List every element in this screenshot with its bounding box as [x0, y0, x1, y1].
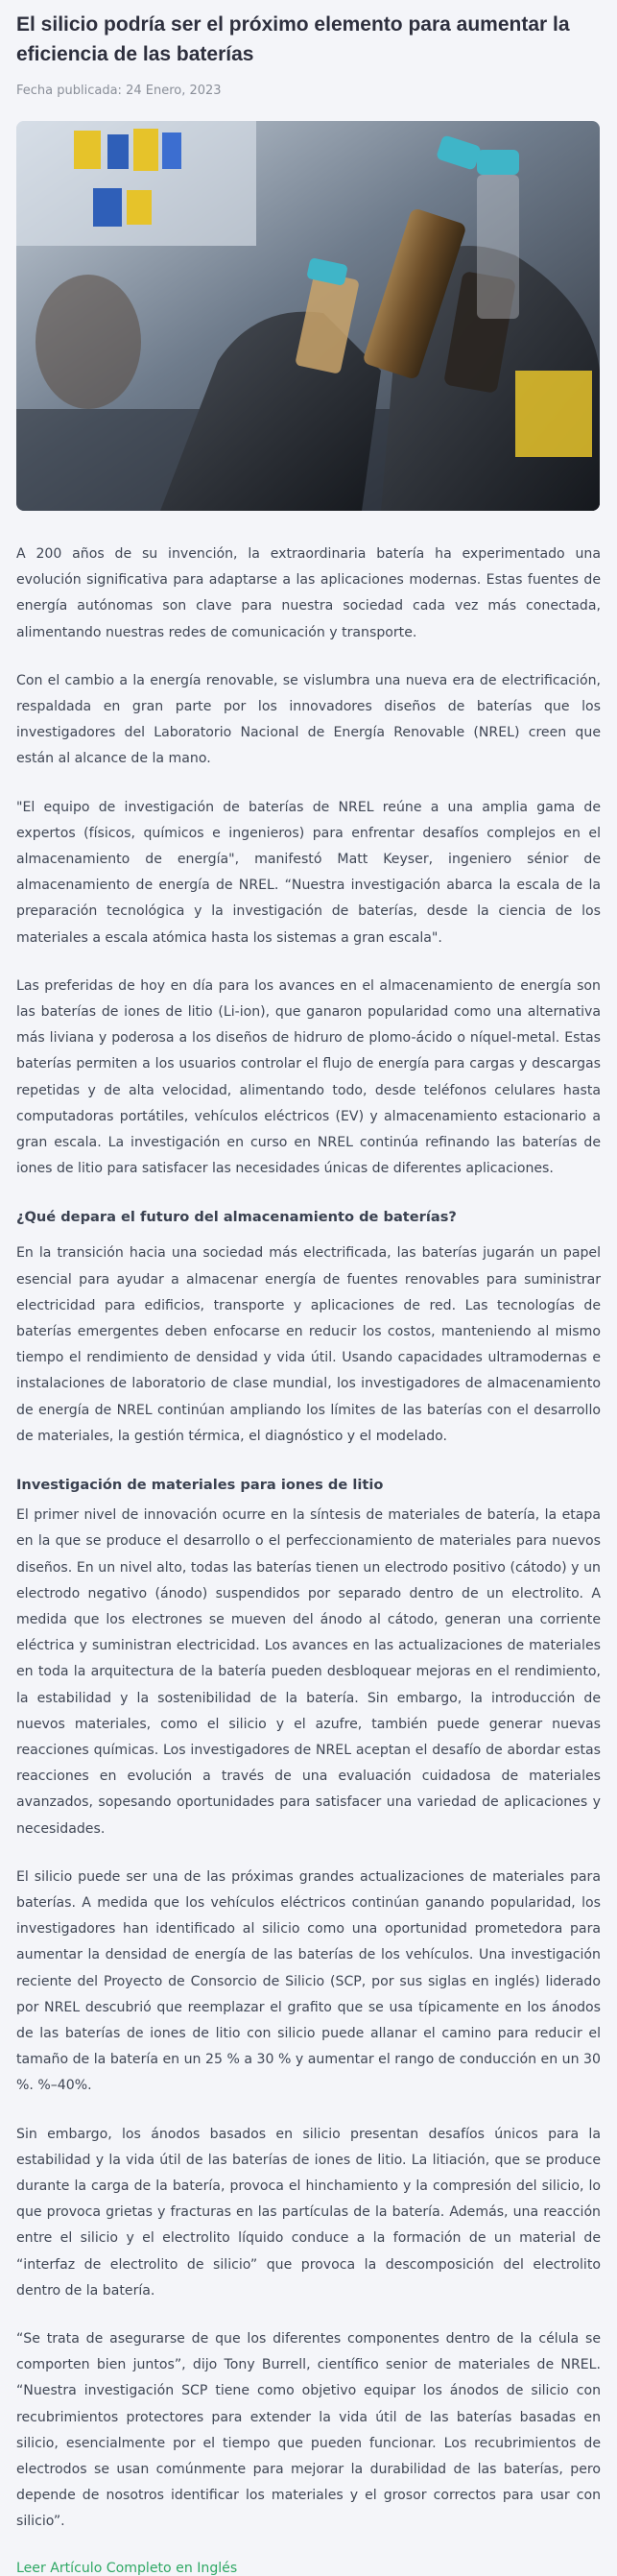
paragraph: “Se trata de asegurarse de que los diferentes componentes dentro de la célula se comporten bien juntos”, dijo Tony Burrell, científico senior de materiales de NREL. “Nuestra investigación SCP tiene como objetivo equipar los ánodos de silicio con recubrimientos protectores para extender la vida útil de las baterías basadas en silicio, esencialmente por el tiempo que pueden funcionar. Los recubrimientos de electrodos se usan comúnmente para mejorar la durabilidad de las baterías, pero depende de nosotros identificar los materiales y el grosor correctos para usar con silicio”.: [16, 2330, 601, 2530]
section-heading: Investigación de materiales para iones de litio: [16, 1477, 384, 1494]
read-full-article-link[interactable]: Leer Artículo Completo en Inglés: [16, 2560, 238, 2576]
paragraph: "El equipo de investigación de baterías de NREL reúne a una amplia gama de expertos (físicos, químicos e ingenieros) para enfrentar desafíos complejos en el almacenamiento de energía", manifestó Matt Keyser, ingeniero sénior de almacenamiento de energía de NREL. “Nuestra investigación abarca la escala de la preparación tecnológica y la investigación de baterías, desde la ciencia de los materiales a escala atómica hasta los sistemas a gran escala".: [16, 799, 601, 946]
paragraph: El silicio puede ser una de las próximas grandes actualizaciones de materiales para baterías. A medida que los vehículos eléctricos continúan ganando popularidad, los investigadores han identificado al silicio como una oportunidad prometedora para aumentar la densidad de energía de las baterías de los vehículos. Una investigación reciente del Proyecto de Consorcio de Silicio (SCP, por sus siglas en inglés) liderado por NREL descubrió que reemplazar el grafito que se usa típicamente en los ánodos de las baterías de iones de litio con silicio puede allanar el camino para reducir el tamaño de la batería en un 25 % a 30 % y aumentar el rango de conducción en un 30 %. %–40%.: [16, 1868, 601, 2094]
paragraph: El primer nivel de innovación ocurre en la síntesis de materiales de batería, la etapa en la que se produce el desarrollo o el perfeccionamiento de materiales para nuevos diseños. En un nivel alto, todas las baterías tienen un electrodo positivo (cátodo) y un electrodo negativo (ánodo) suspendidos por separado dentro de un electrolito. A medida que los electrones se mueven del ánodo al cátodo, generan una corriente eléctrica y suministran electricidad. Los avances en las actualizaciones de materiales en toda la arquitectura de la batería pueden desbloquear mejoras en el rendimiento, la estabilidad y la sostenibilidad de la batería. Sin embargo, la introducción de nuevos materiales, como el silicio y el azufre, también puede generar nuevas reacciones químicas. Los investigadores de NREL aceptan el desafío de abordar estas reacciones en evolución a través de una evaluación cuidadosa de materiales avanzados, sopesando oportunidades para satisfacer una variedad de aplicaciones y necesidades.: [16, 1507, 601, 1837]
article-title: El silicio podría ser el próximo elemento para aumentar la eficiencia de las baterías: [16, 13, 570, 65]
hero-photo: [16, 121, 600, 511]
paragraph: En la transición hacia una sociedad más electrificada, las baterías jugarán un papel esencial para ayudar a almacenar energía de fuentes renovables para suministrar electricidad para edificios, transporte y aplicaciones de red. Las tecnologías de baterías emergentes deben enfocarse en reducir los costos, manteniendo al mismo tiempo el rendimiento de densidad y vida útil. Usando capacidades ultramodernas e instalaciones de laboratorio de clase mundial, los investigadores de almacenamiento de energía de NREL continúan ampliando los límites de las baterías con el desarrollo de materiales, la gestión térmica, el diagnóstico y el modelado.: [16, 1245, 601, 1444]
paragraph: Con el cambio a la energía renovable, se vislumbra una nueva era de electrificación, respaldada en gran parte por los innovadores diseños de baterías que los investigadores del Laboratorio Nacional de Energía Renovable (NREL) creen que están al alcance de la mano.: [16, 672, 601, 767]
paragraph: Las preferidas de hoy en día para los avances en el almacenamiento de energía son las baterías de iones de litio (Li-ion), que ganaron popularidad como una alternativa más liviana y poderosa a los diseños de hidruro de plomo-ácido o níquel-metal. Estas baterías permiten a los usuarios controlar el flujo de energía para cargas y descargas repetidas y de alta velocidad, alimentando todo, desde teléfonos celulares hasta computadoras portátiles, vehículos eléctricos (EV) y almacenamiento estacionario a gran escala. La investigación en curso en NREL continúa refinando las baterías de iones de litio para satisfacer las necesidades únicas de diferentes aplicaciones.: [16, 977, 601, 1177]
section-heading: ¿Qué depara el futuro del almacenamiento de baterías?: [16, 1209, 457, 1226]
publish-date-value: 24 Enero, 2023: [126, 84, 222, 98]
hero-image: [16, 121, 600, 511]
publish-date-label: Fecha publicada:: [16, 84, 122, 98]
publish-date: [16, 83, 601, 100]
paragraph: Sin embargo, los ánodos basados en silicio presentan desafíos únicos para la estabilidad y la vida útil de las baterías de iones de litio. La litiación, que se produce durante la carga de la batería, provoca el hinchamiento y la compresión del silicio, lo que provoca grietas y fracturas en las partículas de la batería. Además, una reacción entre el silicio y el electrolito líquido conduce a la formación de un material de “interfaz de electrolito de silicio” que provoca la descomposición del electrolito dentro de la batería.: [16, 2126, 601, 2299]
paragraph: A 200 años de su invención, la extraordinaria batería ha experimentado una evolución significativa para adaptarse a las aplicaciones modernas. Estas fuentes de energía autónomas son clave para nuestra sociedad cada vez más conectada, alimentando nuestras redes de comunicación y transporte.: [16, 546, 601, 640]
article-body: [16, 542, 601, 2576]
